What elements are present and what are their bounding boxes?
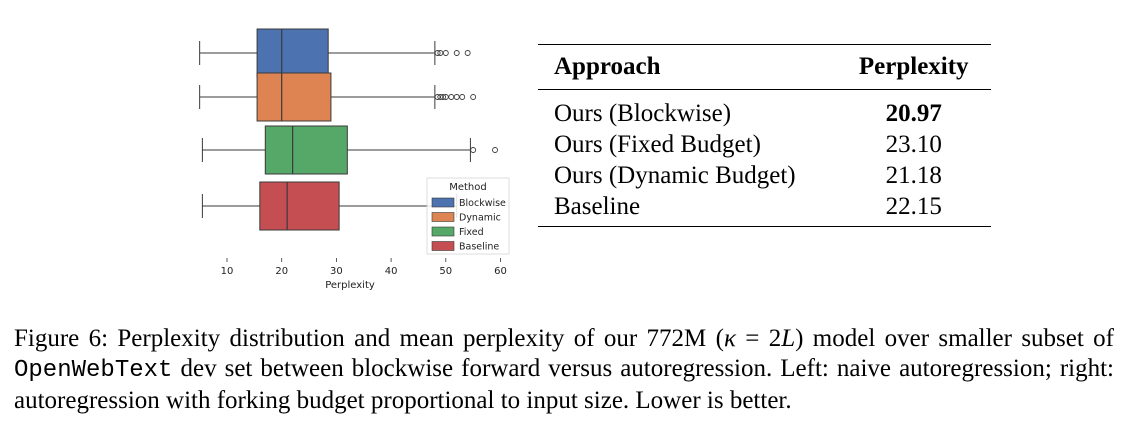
legend-label-fixed: Fixed — [459, 227, 484, 238]
cell-approach: Baseline — [554, 193, 641, 220]
table-row — [538, 129, 991, 160]
table-row — [538, 160, 991, 191]
box-blockwise — [257, 29, 328, 77]
cell-approach: Ours (Fixed Budget) — [554, 131, 761, 158]
caption-text: Figure 6: Perplexity distribution and mean perplexity of our 772M ( — [14, 325, 724, 352]
legend-label-dynamic: Dynamic — [459, 212, 501, 224]
header-perplexity: Perplexity — [858, 53, 969, 80]
x-axis — [221, 258, 507, 277]
caption-eq: = 2 — [735, 325, 782, 352]
x-tick-label: 50 — [439, 266, 453, 277]
caption-dataset: OpenWebText — [14, 357, 173, 384]
x-tick-label: 40 — [384, 266, 398, 277]
legend-swatch-baseline — [432, 242, 454, 251]
x-tick-label: 30 — [330, 266, 343, 277]
legend — [427, 178, 509, 254]
cell-perplexity: 21.18 — [885, 162, 942, 189]
x-tick-label: 20 — [275, 266, 289, 277]
results-table — [538, 44, 991, 227]
table-header-row — [538, 45, 991, 90]
header-approach: Approach — [554, 53, 661, 80]
cell-perplexity: 20.97 — [885, 100, 942, 127]
cell-perplexity: 23.10 — [885, 131, 942, 158]
caption-text: dev set between blockwise forward versus autoregression. Left: naive autoregression; right: autoregression with forking budget proportional to input size. Lower is better. — [14, 355, 1114, 414]
legend-swatch-blockwise — [432, 198, 454, 207]
cell-perplexity: 22.15 — [885, 193, 942, 220]
caption-text: ) model over smaller subset of — [795, 325, 1114, 352]
x-axis-label: Perplexity — [325, 280, 375, 291]
legend-title: Method — [449, 182, 487, 193]
legend-swatch-dynamic — [432, 213, 454, 222]
cell-approach: Ours (Dynamic Budget) — [554, 162, 796, 189]
x-tick-label: 10 — [220, 266, 234, 277]
legend-label-blockwise: Blockwise — [459, 198, 506, 209]
box-dynamic — [257, 73, 331, 121]
table-row — [538, 90, 991, 130]
perplexity-boxplot — [182, 10, 518, 294]
legend-swatch-fixed — [432, 227, 454, 236]
figure-caption — [14, 324, 1114, 416]
caption-L: L — [781, 325, 796, 352]
caption-kappa: κ — [723, 325, 736, 352]
cell-approach: Ours (Blockwise) — [554, 100, 732, 127]
legend-label-baseline: Baseline — [459, 241, 500, 253]
box-fixed — [265, 126, 347, 174]
box-baseline — [260, 182, 339, 230]
x-tick-label: 60 — [494, 266, 507, 277]
table-row — [538, 191, 991, 227]
